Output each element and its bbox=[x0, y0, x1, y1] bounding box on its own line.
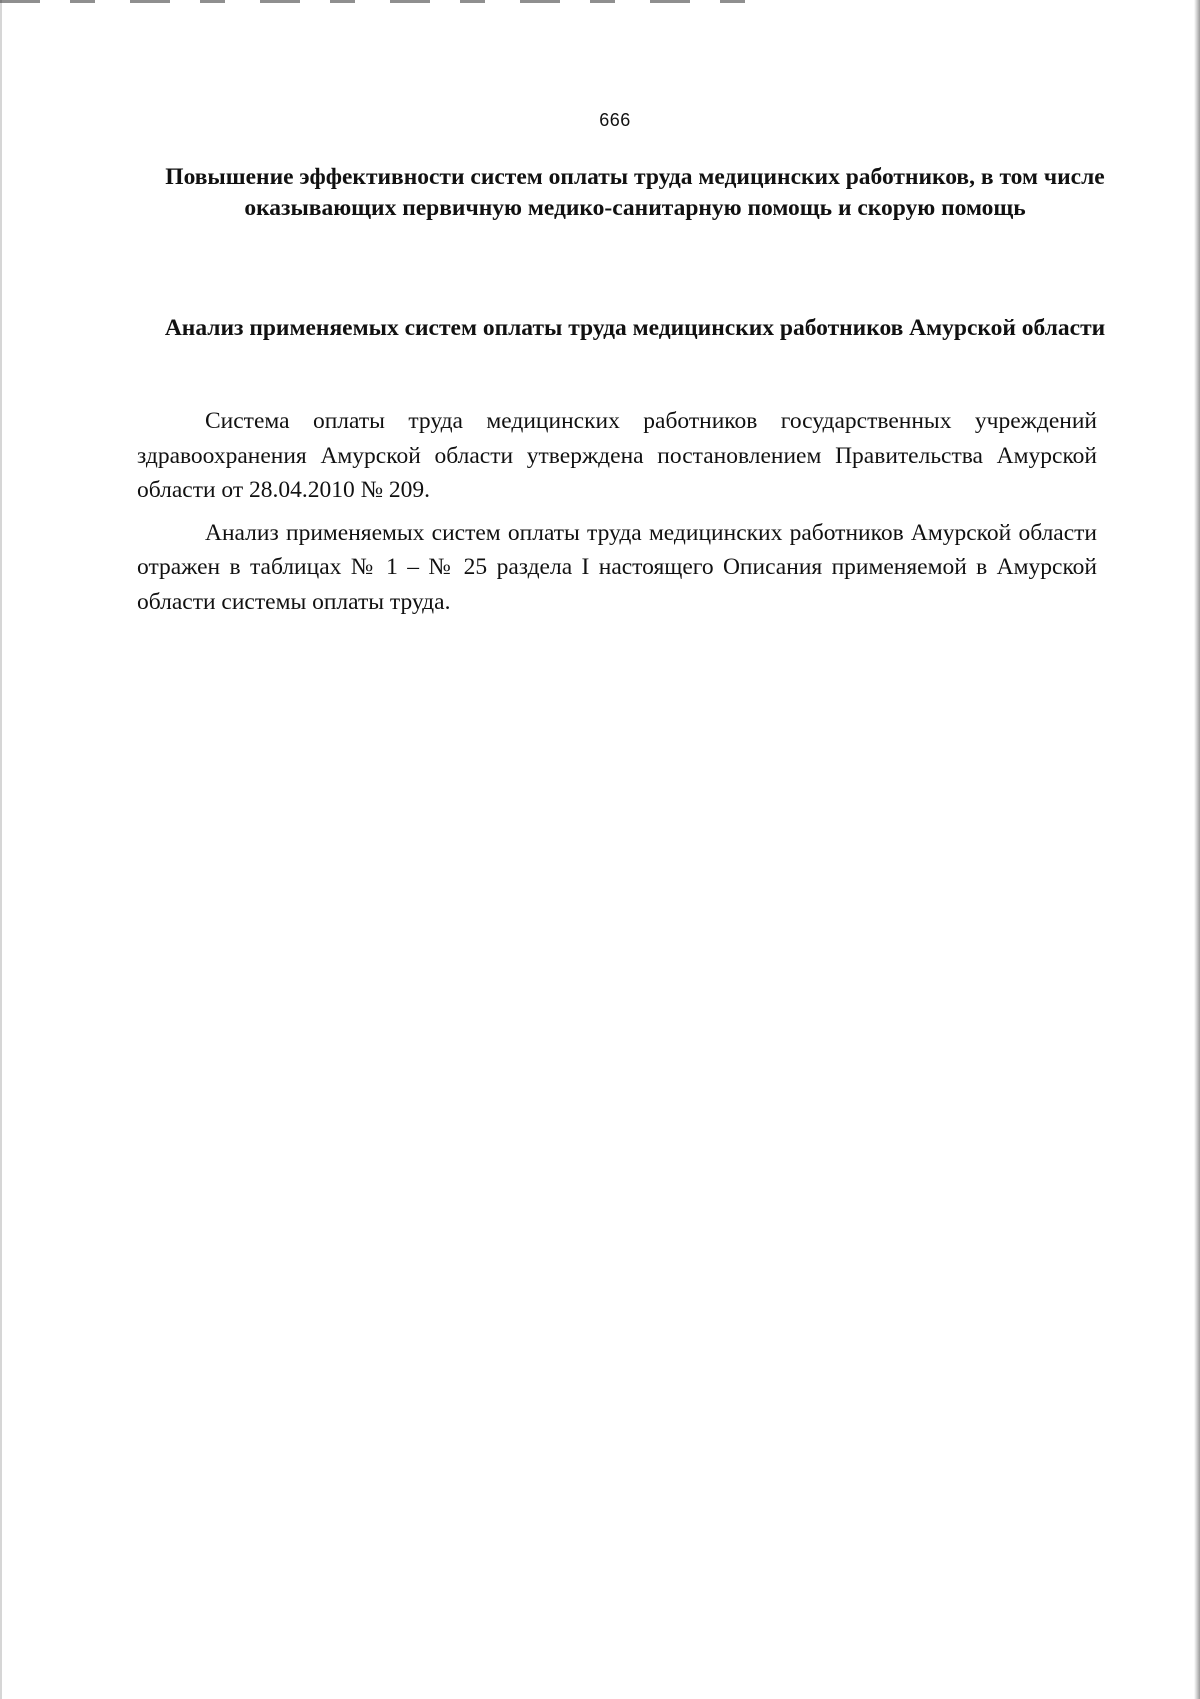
scan-edge-left bbox=[0, 0, 2, 1699]
body-text bbox=[137, 404, 1097, 627]
section-heading: Повышение эффективности систем оплаты труда медицинских работников, в том числе оказывающих первичную медико-санитарную помощь и скорую помощь bbox=[165, 164, 1105, 221]
subsection-heading: Анализ применяемых систем оплаты труда медицинских работников Амурской области bbox=[164, 315, 1106, 341]
scan-edge-right bbox=[1194, 0, 1200, 1699]
paragraph: Анализ применяемых систем оплаты труда медицинских работников Амурской области отражен в таблицах № 1 – № 25 раздела I настоящего Описания применяемой в Амурской области системы оплаты труда. bbox=[137, 519, 1097, 615]
paragraph: Система оплаты труда медицинских работников государственных учреждений здравоохранения Амурской области утверждена постановлением Правительства Амурской области от 28.04.2010 № 209. bbox=[137, 408, 1097, 503]
page-number: 666 bbox=[599, 110, 631, 130]
scan-top-bleed bbox=[0, 0, 760, 3]
